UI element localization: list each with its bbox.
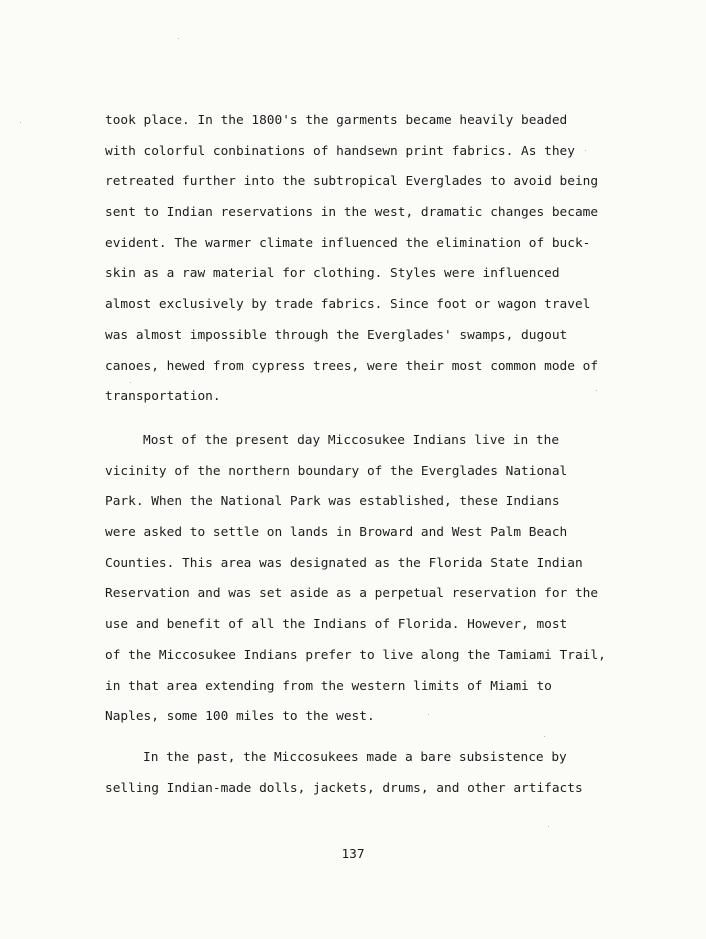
text-line: Reservation and was set aside as a perpetual reservation for the [105, 586, 599, 602]
scan-speck [178, 38, 179, 39]
text-line: took place. In the 1800's the garments became heavily beaded [105, 113, 568, 128]
text-line: retreated further into the subtropical Everglades to avoid being [105, 174, 599, 190]
scan-speck [596, 390, 597, 391]
text-line: skin as a raw material for clothing. Styles were influenced [105, 266, 560, 282]
text-line: with colorful conbinations of handsewn print fabrics. As they [105, 143, 575, 159]
text-line: vicinity of the northern boundary of the Everglades National [105, 463, 568, 479]
paragraph-3 [105, 743, 605, 804]
scan-speck [20, 122, 21, 123]
text-line: were asked to settle on lands in Broward and West Palm Beach [105, 525, 568, 541]
text-line: Counties. This area was designated as the Florida State Indian [105, 555, 583, 571]
scan-speck [130, 382, 131, 383]
text-line: in that area extending from the western limits of Miami to [105, 678, 552, 694]
scan-speck [544, 736, 545, 737]
text-line: sent to Indian reservations in the west, dramatic changes became [105, 205, 599, 221]
text-line-indented: Most of the present day Miccosukee Indians live in the [143, 433, 560, 448]
text-line: Naples, some 100 miles to the west. [105, 709, 375, 725]
paragraph-2 [105, 426, 605, 733]
text-line: almost exclusively by trade fabrics. Since foot or wagon travel [105, 297, 591, 313]
text-line: evident. The warmer climate influenced the elimination of buck- [105, 235, 591, 251]
text-line: selling Indian-made dolls, jackets, drums, and other artifacts [105, 780, 583, 796]
scan-speck [548, 826, 549, 827]
text-line: transportation. [105, 389, 221, 405]
text-line: use and benefit of all the Indians of Florida. However, most [105, 617, 568, 633]
scan-speck [428, 714, 429, 715]
text-line: of the Miccosukee Indians prefer to live along the Tamiami Trail, [105, 647, 606, 663]
paragraph-1 [105, 106, 605, 413]
scan-speck [585, 150, 586, 151]
text-line: canoes, hewed from cypress trees, were their most common mode of [105, 358, 599, 374]
text-line: Park. When the National Park was established, these Indians [105, 494, 560, 510]
text-line-indented: In the past, the Miccosukees made a bare subsistence by [143, 750, 567, 765]
text-line: was almost impossible through the Everglades' swamps, dugout [105, 327, 568, 343]
page-number: 137 [341, 847, 365, 862]
